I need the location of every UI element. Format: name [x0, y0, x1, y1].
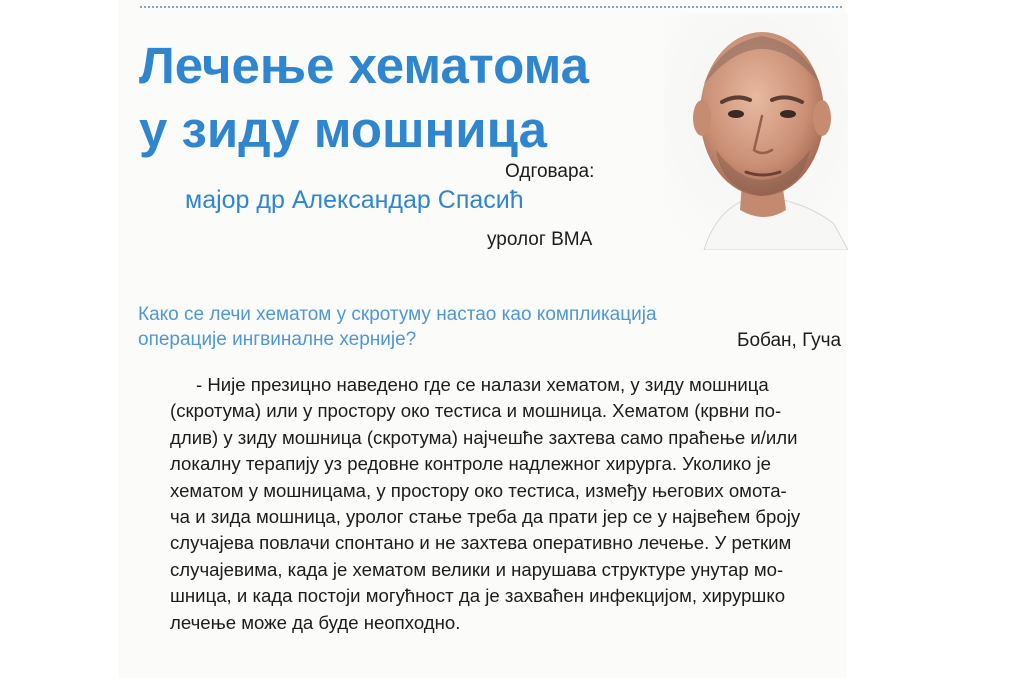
answer-line: длив) у зиду мошница (скротума) најчешће захтева само праћење и/или [170, 426, 798, 448]
answer-line: хематом у мошницама, у простору око тестиса, између његових омота- [170, 479, 787, 501]
author-portrait [664, 14, 848, 250]
headline [139, 34, 589, 162]
author-title: уролог ВМА [487, 229, 593, 250]
question-author: Бобан, Гуча [737, 330, 842, 351]
answer-line: (скротума) или у простору око тестиса и мошница. Хематом (крвни по- [170, 400, 782, 422]
author-name: мајор др Александар Спасић [185, 186, 524, 214]
question-line: Како се лечи хематом у скротуму настао као компликација [138, 304, 657, 325]
answer-line: локалну терапију уз редовне контроле надлежног хирурга. Уколико је [170, 453, 771, 475]
answers-label: Одговара: [505, 161, 595, 182]
answer-line: шница, и када постоји могућност да је захваћен инфекцијом, хируршко [170, 585, 786, 607]
answer-line: - Није презицно наведено где се налази хематом, у зиду мошница [196, 374, 769, 395]
headline-line-1: Лечење хематома [139, 37, 590, 94]
answer-line: лечење може да буде неопходно. [170, 611, 461, 633]
answer-line: ча и зида мошница, уролог стање треба да прати јер се у највећем броју [170, 506, 801, 528]
question-line: операције ингвиналне хернијe? [138, 329, 417, 350]
answer-line: случајевима, када је хематом велики и нарушава структуре унутар мо- [170, 558, 784, 580]
top-dotted-rule [140, 6, 842, 8]
answer-body [170, 372, 846, 636]
headline-line-2: у зиду мошница [139, 101, 547, 158]
answer-line: случајева повлачи спонтано и не захтева оперативно лечење. У ретким [170, 532, 792, 554]
